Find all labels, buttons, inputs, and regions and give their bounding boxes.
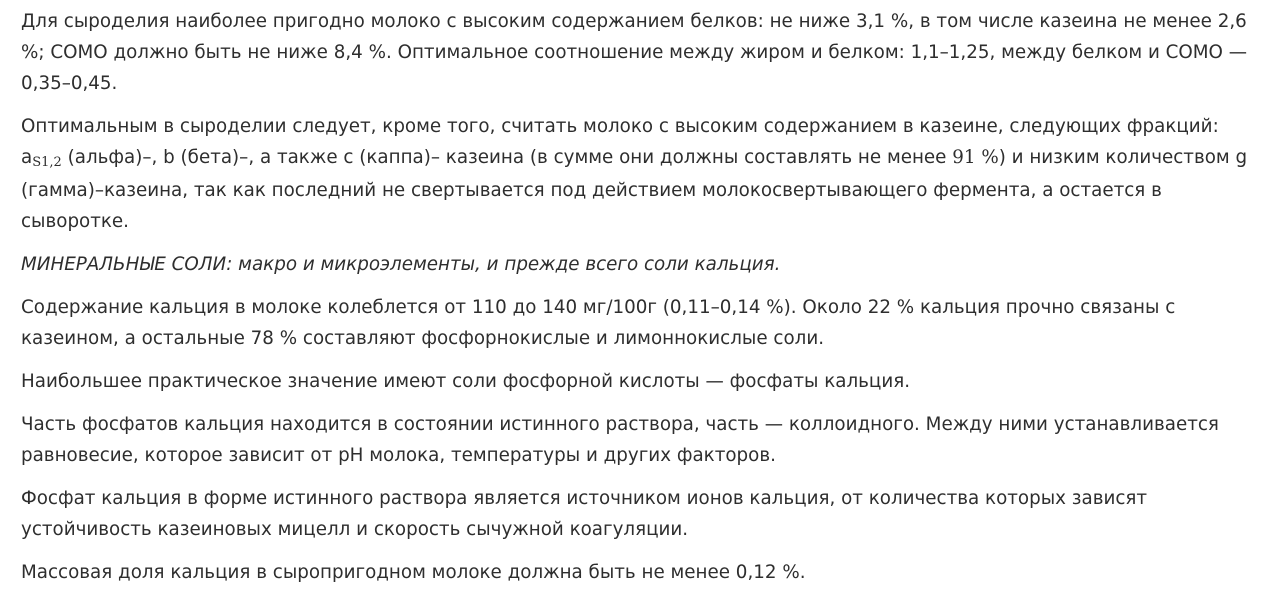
paragraph-phosphates: Наибольшее практическое значение имеют соли фосфорной кислоты — фосфаты кальция. (21, 371, 911, 392)
casein-text-end: ) и низким количеством g (гамма)–казеина, так как последний не свертывается под действием молокосвертывающего фермента, а остается в сыворотке. (21, 147, 1248, 232)
paragraph-calcium-content: Содержание кальция в молоке колеблется от 110 до 140 мг/100г (0,11–0,14 %). Около 22 % кальция прочно связаны с казеином, а остальные 78 % составляют фосфорнокислые и лимоннокислые соли. (21, 297, 1176, 349)
document-body (21, 6, 1261, 600)
paragraph-mineral-salts-heading: МИНЕРАЛЬНЫЕ СОЛИ: макро и микроэлементы, и прежде всего соли кальция. (21, 254, 781, 275)
casein-percent-value: 91 % (952, 147, 999, 168)
casein-text-middle: (альфа)–, b (бета)–, а также c (каппа)– казеина (в сумме они должны составлять не менее (61, 147, 953, 168)
paragraph-milk-protein: Для сыроделия наиболее пригодно молоко с высоким содержанием белков: не ниже 3,1 %, в том числе казеина не менее 2,6 %; СОМО должно быть не ниже 8,4 %. Оптимальное соотношение между жиром и белком: 1,1–1,25, между белком и СОМО — 0,35–0,45. (21, 11, 1248, 94)
alpha-subscript: S1,2 (32, 155, 62, 170)
paragraph-phosphate-states: Часть фосфатов кальция находится в состоянии истинного раствора, часть — коллоидного. Между ними устанавливается равновесие, которое зависит от pH молока, температуры и других факторов. (21, 414, 1219, 466)
paragraph-calcium-ions: Фосфат кальция в форме истинного раствора является источником ионов кальция, от количества которых зависят устойчивость казеиновых мицелл и скорость сычужной коагуляции. (21, 488, 1148, 540)
paragraph-casein-fractions (21, 111, 1261, 237)
casein-text-start: Оптимальным в сыроделии следует, кроме того, считать молоко с высоким содержанием в казеине, следующих фракций: a (21, 116, 1219, 168)
paragraph-calcium-mass-fraction: Массовая доля кальция в сыропригодном молоке должна быть не менее 0,12 %. (21, 562, 806, 583)
